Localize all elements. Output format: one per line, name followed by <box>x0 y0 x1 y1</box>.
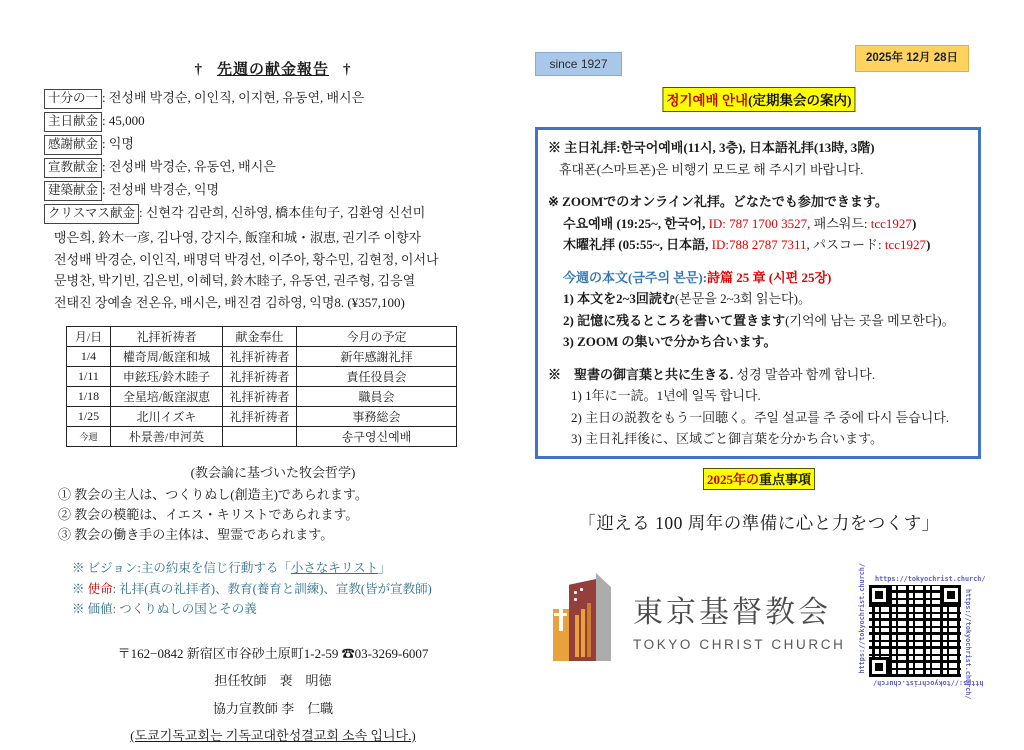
cell-plan: 송구영신예배 <box>297 427 457 447</box>
table-row <box>67 347 457 367</box>
qr-url-text: https://tokyochrist.church/ <box>873 679 984 687</box>
qr-url-text: https://tokyochrist.church/ <box>964 589 972 700</box>
table-row <box>67 387 457 407</box>
thursday-worship-line: 木曜礼拝 (05:55~, 日本語, ID:788 2787 7311, パスコード: tcc1927) <box>563 237 931 252</box>
christmas-donors-line: 전성배 박경순, 이인직, 배명덕 박경선, 이주아, 황수민, 김현정, 이서나 <box>54 251 439 267</box>
since-1927-badge: since 1927 <box>535 52 622 76</box>
philosophy-item: ① 教会の主人は、つくりぬし(創造主)であられます。 <box>58 487 368 502</box>
vision-mission-values <box>44 558 502 620</box>
cell-date: 今週 <box>67 427 111 447</box>
cell-prayer: 申鉉珏/鈴木睦子 <box>111 367 223 387</box>
philosophy-item: ③ 教会の働き手の主体は、聖霊であられます。 <box>58 527 334 542</box>
offering-line-thanks <box>44 135 502 155</box>
bible-item: 2) 主日の説教をもう一回聴く。주일 설교를 주 중에 다시 듣습니다. <box>571 409 950 425</box>
table-row <box>67 407 457 427</box>
church-logo-text <box>633 587 845 652</box>
cell-date: 1/25 <box>67 407 111 427</box>
qr-url-text: https://tokyochrist.church/ <box>858 562 866 673</box>
table-row <box>67 367 457 387</box>
table-row <box>67 427 457 447</box>
cell-offering: 礼拝祈祷者 <box>223 407 297 427</box>
zoom-worship-line: ※ ZOOMでのオンライン礼拝。どなたでも参加できます。 <box>548 194 888 209</box>
centennial-slogan: 「迎える 100 周年の準備に心と力をつくす」 <box>578 513 940 533</box>
christmas-donors-line: 맹은희, 鈴木一彦, 김나영, 강지수, 飯窪和城・淑恵, 권기주 이향자 <box>54 230 422 245</box>
bulletin-date-badge: 2025年 12月 28日 <box>855 45 969 72</box>
church-logo <box>553 573 845 665</box>
church-contact-block <box>44 640 502 750</box>
monthly-schedule-table <box>66 326 457 447</box>
offering-label: 感謝献金 <box>44 135 102 155</box>
offering-report-title: † 先週の献金報告 † <box>194 62 352 78</box>
cell-prayer: 全星培/飯窪淑恵 <box>111 387 223 407</box>
offering-value: : 전성배 박경순, 이인직, 이지현, 유동연, 배시은 <box>102 90 365 105</box>
offering-value: : 45,000 <box>102 113 145 128</box>
offering-label: 主日献金 <box>44 112 102 132</box>
sunday-worship-line: ※ 主日礼拝:한국어예배(11시, 3층), 日本語礼拝(13時, 3階) <box>548 140 875 155</box>
pastor-name: 担任牧師 裵 明徳 <box>214 673 332 688</box>
cell-prayer: 北川イズキ <box>111 407 223 427</box>
offering-value: : 전성배 박경순, 유동연, 배시은 <box>102 159 276 174</box>
weekly-scripture-line: 今週の本文(금주의 본문):詩篇 25 章 (시편 25장) <box>563 269 832 285</box>
col-header-prayer: 礼拝祈祷者 <box>111 327 223 347</box>
regular-worship-header: 정기예배 안내(定期集会の案内) <box>662 87 855 112</box>
cell-date: 1/18 <box>67 387 111 407</box>
cell-date: 1/11 <box>67 367 111 387</box>
cell-prayer: 權奇周/飯窪和城 <box>111 347 223 367</box>
cross-icon: † <box>194 62 203 78</box>
cell-offering: 礼拝祈祷者 <box>223 347 297 367</box>
philosophy-item: ② 教会の模範は、イエス・キリストであられます。 <box>58 507 359 522</box>
bulletin-right-page <box>535 40 986 700</box>
qr-url-text: https://tokyochrist.church/ <box>875 575 986 583</box>
christmas-donors-line: 문병찬, 박기빈, 김은빈, 이혜덕, 鈴木睦子, 유동연, 권주형, 김응열 <box>54 273 416 288</box>
2025-emphasis-badge: 2025年の重点事項 <box>703 468 815 490</box>
col-header-plan: 今月の予定 <box>297 327 457 347</box>
offering-label: 宣教献金 <box>44 158 102 178</box>
church-building-icon <box>553 573 617 665</box>
col-header-offering: 献金奉仕 <box>223 327 297 347</box>
table-header-row <box>67 327 457 347</box>
church-address: 〒162−0842 新宿区市谷砂土原町1-2-59 ☎03-3269-6007 <box>117 645 429 661</box>
cell-offering: 礼拝祈祷者 <box>223 387 297 407</box>
bible-living-heading: ※ 聖書の御言葉と共に生きる. 성경 말씀과 함께 합니다. <box>548 366 876 382</box>
denomination-note: (도쿄기독교회는 기독교대한성결교회 소속 입니다.) <box>130 728 416 743</box>
offering-line-tithe <box>44 89 502 109</box>
offering-value: : 익명 <box>102 136 134 151</box>
cell-plan: 新年感謝礼拝 <box>297 347 457 367</box>
church-website-qr <box>858 562 986 700</box>
wednesday-worship-line: 수요예배 (19:25~, 한국어, ID: 787 1700 3527, 패스워드: tcc1927) <box>563 215 917 231</box>
cross-icon: † <box>343 62 352 78</box>
pastoral-philosophy-section <box>44 462 502 545</box>
bible-item: 3) 主日礼拝後に、区域ごと御言葉を分かち合います。 <box>571 431 884 446</box>
qr-code-icon <box>869 585 961 677</box>
cell-date: 1/4 <box>67 347 111 367</box>
phone-mode-line: 휴대폰(스마트폰)은 비행기 모드로 해 주시기 바랍니다. <box>559 161 864 177</box>
mission-line: ※ 使命: 礼拝(真の礼拝者)、教育(養育と訓練)、宣教(皆が宣教師) <box>72 581 432 596</box>
offering-label: クリスマス献金 <box>44 204 139 224</box>
cell-plan: 職員会 <box>297 387 457 407</box>
cell-offering <box>223 427 297 447</box>
offering-value: : 전성배 박경순, 익명 <box>102 182 220 197</box>
bible-item: 1) 1年に一読。1년에 일독 합니다. <box>571 388 761 403</box>
cell-prayer: 朴景善/申河英 <box>111 427 223 447</box>
cell-plan: 責任役員会 <box>297 367 457 387</box>
offering-label: 十分の一 <box>44 89 102 109</box>
missionary-name: 協力宣教師 李 仁職 <box>212 700 334 716</box>
cell-plan: 事務総会 <box>297 407 457 427</box>
offering-label: 建築献金 <box>44 181 102 201</box>
offering-line-christmas <box>44 204 502 224</box>
church-name-japanese: 東京基督教会 <box>633 595 831 629</box>
offering-value: : 신현각 김란희, 신하영, 橋本佳句子, 김환영 신선미 <box>139 205 426 220</box>
bulletin-left-page <box>44 58 502 750</box>
worship-info-box <box>535 127 981 459</box>
value-line: ※ 価値: つくりぬしの国とその義 <box>72 602 257 616</box>
scripture-step: 2) 記憶に残るところを書いて置きます(기억에 남는 곳을 메모한다)。 <box>563 312 955 328</box>
offering-line-building <box>44 181 502 201</box>
cell-offering: 礼拝祈祷者 <box>223 367 297 387</box>
scripture-step: 3) ZOOM の集いで分かち合います。 <box>563 334 777 349</box>
offering-line-sunday <box>44 112 502 132</box>
scripture-step: 1) 本文を2~3回読む(본문을 2~3회 읽는다)。 <box>563 291 811 306</box>
church-name-english: TOKYO CHRIST CHURCH <box>633 636 846 652</box>
philosophy-heading: (教会論に基づいた牧会哲学) <box>190 465 356 480</box>
offering-line-mission <box>44 158 502 178</box>
col-header-date: 月/日 <box>67 327 111 347</box>
christmas-donors-line: 전태진 장예솔 전온유, 배시은, 배진겸 김하영, 익명8. (¥357,100) <box>54 294 405 310</box>
vision-line: ※ ビジョン:主の約束を信じ行動する「小さなキリスト」 <box>72 561 391 575</box>
